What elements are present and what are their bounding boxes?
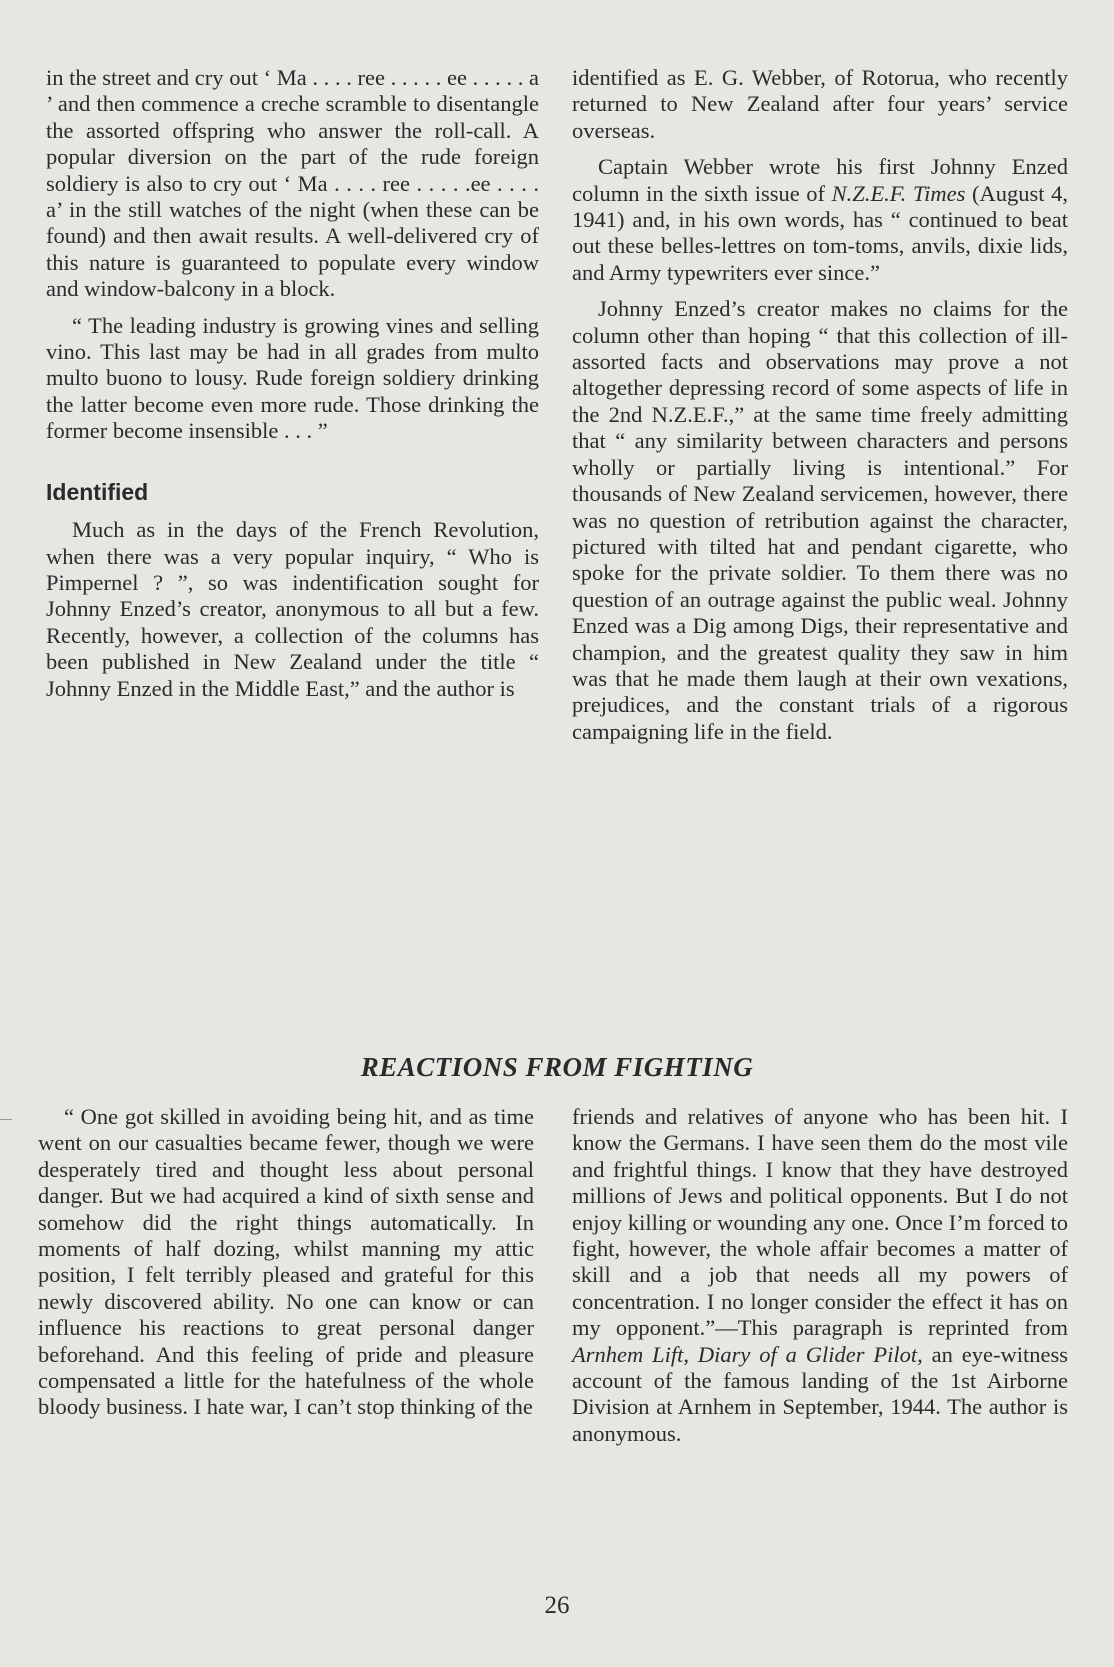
paragraph-pimpernel: Much as in the days of the French Revolution, when there was a very popular inquiry, “ Who is Pimpernel ? ”, so was indentification sought for Johnny Enzed’s creator, anonymous to all but a few. Recently, however, a collection of the columns has been published in New Zealand under the title “ Johnny Enzed in the Middle East,” and the author is (46, 517, 539, 701)
paragraph-first-column (572, 154, 1068, 286)
paragraph-skilled-avoiding: “ One got skilled in avoiding being hit, and as time went on our casualties became fewer, though we were desperately tired and thought less about personal danger. But we had acquired a kind of sixth sense and somehow did the right things automatically. In moments of half dozing, whilst manning my attic position, I felt terribly pleased and grateful for this newly discovered ability. No one can know or can influence his reactions to great personal danger beforehand. And this feeling of pride and pleasure compensated a little for the hatefulness of the whole bloody business. I hate war, I can’t stop thinking of the (38, 1104, 534, 1420)
book-title-italic: Arnhem Lift, Diary of a Glider Pilot, (572, 1341, 923, 1367)
page-number: 26 (544, 1592, 570, 1619)
paragraph-ma-ree-cry: in the street and cry out ‘ Ma . . . . ree . . . . . ee . . . . . a ’ and then commence a creche scramble to disentangle the assorted offspring who answer the roll-call. A popular diversion on the part of the rude foreign soldiery is also to cry out ‘ Ma . . . . ree . . . . .ee . . . . a’ in the still watches of the night (when these can be found) and then await results. A well-delivered cry of this nature is guaranteed to populate every window and window-balcony in a block. (46, 65, 539, 302)
subheading-identified: Identified (46, 478, 149, 505)
newspaper-title-italic: N.Z.E.F. Times (831, 180, 966, 206)
reactions-text-b: an eye-witness account of the famous landing of the 1st Airborne Division at Arnhem in September, 1944. The author is anonymous. (572, 1341, 1069, 1446)
bottom-left-column (38, 1104, 534, 1421)
top-right-column (572, 65, 1068, 745)
top-left-column (46, 65, 539, 702)
reactions-text-a: friends and relatives of anyone who has been hit. I know the Germans. I have seen them do the most vile and frightful things. I know that they have destroyed millions of Jews and political opponents. But I do not enjoy killing or wounding any one. Once I’m forced to fight, however, the whole affair becomes a matter of skill and a job that needs all my powers of concentration. I no longer consider the effect it has on my opponent.”—This paragraph is reprinted from (572, 1104, 1068, 1341)
section-title-reactions: REACTIONS FROM FIGHTING (360, 1052, 754, 1082)
paragraph-vino-industry: “ The leading industry is growing vines and selling vino. This last may be had in all grades from multo multo buono to lousy. Rude foreign soldiery drinking the latter become even more rude. Those drinking the former become insensible . . . ” (46, 312, 539, 444)
paragraph-creator-claims: Johnny Enzed’s creator makes no claims for the column other than hoping “ that this collection of ill-assorted facts and observations may prove a not altogether depressing record of some aspects of life in the 2nd N.Z.E.F.,” at the same time freely admitting that “ any similarity between characters and persons wholly or partially living is intentional.” For thousands of New Zealand servicemen, however, there was no question of retribution against the character, pictured with tilted hat and pendant cigarette, who spoke for the private soldier. To them there was no question of an outrage against the public weal. Johnny Enzed was a Dig among Digs, their representative and champion, and the greatest quality they saw in him was that he made them laugh at their own vexations, prejudices, and the constant trials of a rigorous campaigning life in the field. (572, 296, 1068, 744)
first-column-text-a: Captain Webber wrote his first Johnny Enzed column in the sixth issue of (572, 154, 1068, 206)
first-column-text-b: (August 4, 1941) and, in his own words, has “ continued to beat out these belles-lettres on tom-toms, anvils, dixie lids, and Army typewriters ever since.” (572, 180, 1069, 285)
paragraph-friends-relatives (572, 1104, 1068, 1447)
margin-dash (0, 1119, 12, 1120)
bottom-right-column (572, 1104, 1068, 1447)
paragraph-identified-webber: identified as E. G. Webber, of Rotorua, who recently returned to New Zealand after four years’ service overseas. (572, 65, 1068, 143)
